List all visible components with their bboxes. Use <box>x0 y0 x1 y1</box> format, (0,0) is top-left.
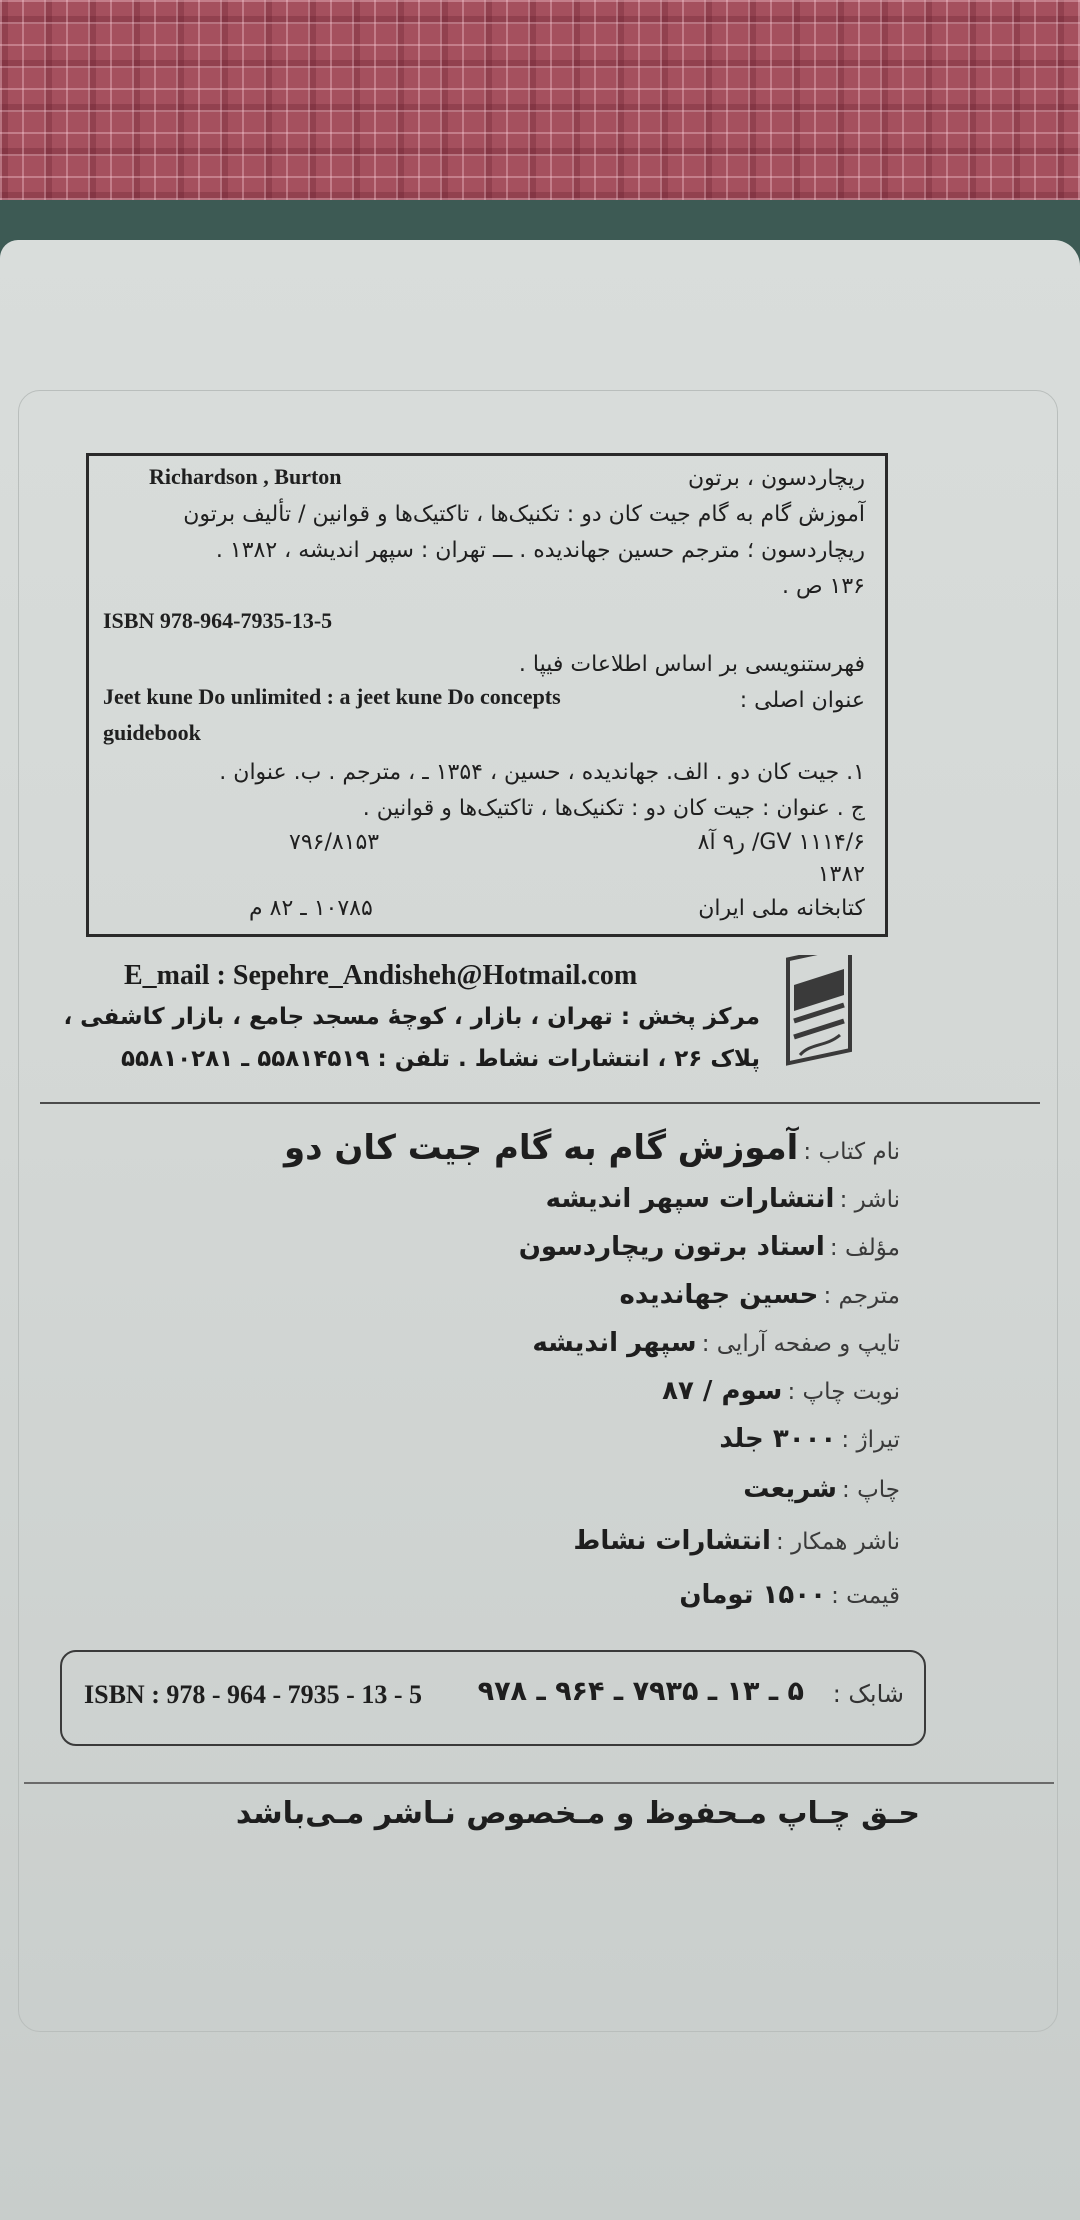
info-row-printer: چاپ : شریعت <box>743 1474 900 1504</box>
info-row-print-run: تیراژ : ۳۰۰۰ جلد <box>719 1424 900 1454</box>
original-title-label: عنوان اصلی : <box>739 688 865 713</box>
divider-top <box>40 1102 1040 1104</box>
imprint-statement: ریچاردسون ؛ مترجم حسین جهاندیده . ـــ تهران : سپهر اندیشه ، ۱۳۸۲ . <box>215 538 865 563</box>
national-bibliography-number: ۱۰۷۸۵ ـ ۸۲ م <box>249 896 373 921</box>
fipa-note: فهرستنویسی بر اساس اطلاعات فیپا . <box>518 652 865 677</box>
national-library: کتابخانه ملی ایران <box>698 896 865 921</box>
lc-classification: GV ۱۱۱۴/۶/ ر۹ آ۸ <box>697 830 865 855</box>
cip-year: ۱۳۸۲ <box>817 862 865 887</box>
author-persian: ریچاردسون ، برتون <box>687 466 865 491</box>
info-row-author: مؤلف : استاد برتون ریچاردسون <box>518 1232 900 1262</box>
distribution-center: مرکز پخش : تهران ، بازار ، کوچهٔ مسجد جامع ، بازار کاشفی ، <box>63 1004 760 1030</box>
address-phone: پلاک ۲۶ ، انتشارات نشاط . تلفن : ۵۵۸۱۴۵۱۹ ـ ۵۵۸۱۰۲۸۱ <box>120 1046 760 1072</box>
original-title-cont: guidebook <box>103 720 201 745</box>
isbn-latin: ISBN : 978 - 964 - 7935 - 13 - 5 <box>84 1680 422 1709</box>
isbn-box <box>60 1650 926 1746</box>
isbn-persian: ۵ ـ ۱۳ ـ ۷۹۳۵ ـ ۹۶۴ ـ ۹۷۸ <box>477 1676 804 1707</box>
info-row-typesetting: تایپ و صفحه آرایی : سپهر اندیشه <box>532 1328 900 1358</box>
pagination: ۱۳۶ ص . <box>781 574 865 599</box>
info-row-co-publisher: ناشر همکار : انتشارات نشاط <box>573 1526 900 1556</box>
subject-headings: ۱. جیت کان دو . الف. جهاندیده ، حسین ، ۱۳۵۴ ـ ، مترجم . ب. عنوان . <box>219 760 865 785</box>
tablecloth-background <box>0 0 1080 200</box>
cataloging-box <box>86 453 888 937</box>
info-row-edition: نوبت چاپ : سوم / ۸۷ <box>662 1376 900 1406</box>
divider-bottom <box>24 1782 1054 1784</box>
publisher-logo <box>780 955 858 1075</box>
cip-isbn: ISBN 978-964-7935-13-5 <box>103 608 333 633</box>
publisher-email: E_mail : Sepehre_Andisheh@Hotmail.com <box>124 960 638 991</box>
info-row-publisher: ناشر : انتشارات سپهر اندیشه <box>545 1184 900 1214</box>
original-title: Jeet kune Do unlimited : a jeet kune Do concepts <box>103 684 561 709</box>
copyright-notice: حـق چـاپ مـحفوظ و مـخصوص نـاشر مـی‌باشد <box>235 1796 920 1831</box>
info-row-title: نام کتاب : آموزش گام به گام جیت کان دو <box>283 1128 900 1168</box>
author-latin: Richardson , Burton <box>149 464 342 489</box>
info-row-price: قیمت : ۱۵۰۰ تومان <box>679 1580 900 1610</box>
isbn-label: شابک : <box>832 1680 904 1708</box>
dewey-classification: ۷۹۶/۸۱۵۳ <box>289 830 380 855</box>
title-statement: آموزش گام به گام جیت کان دو : تکنیک‌ها ، تاکتیک‌ها و قوانین / تألیف برتون <box>183 502 865 527</box>
info-row-translator: مترجم : حسین جهاندیده <box>619 1280 900 1310</box>
title-entry: ج . عنوان : جیت کان دو : تکنیک‌ها ، تاکتیک‌ها و قوانین . <box>362 796 865 821</box>
